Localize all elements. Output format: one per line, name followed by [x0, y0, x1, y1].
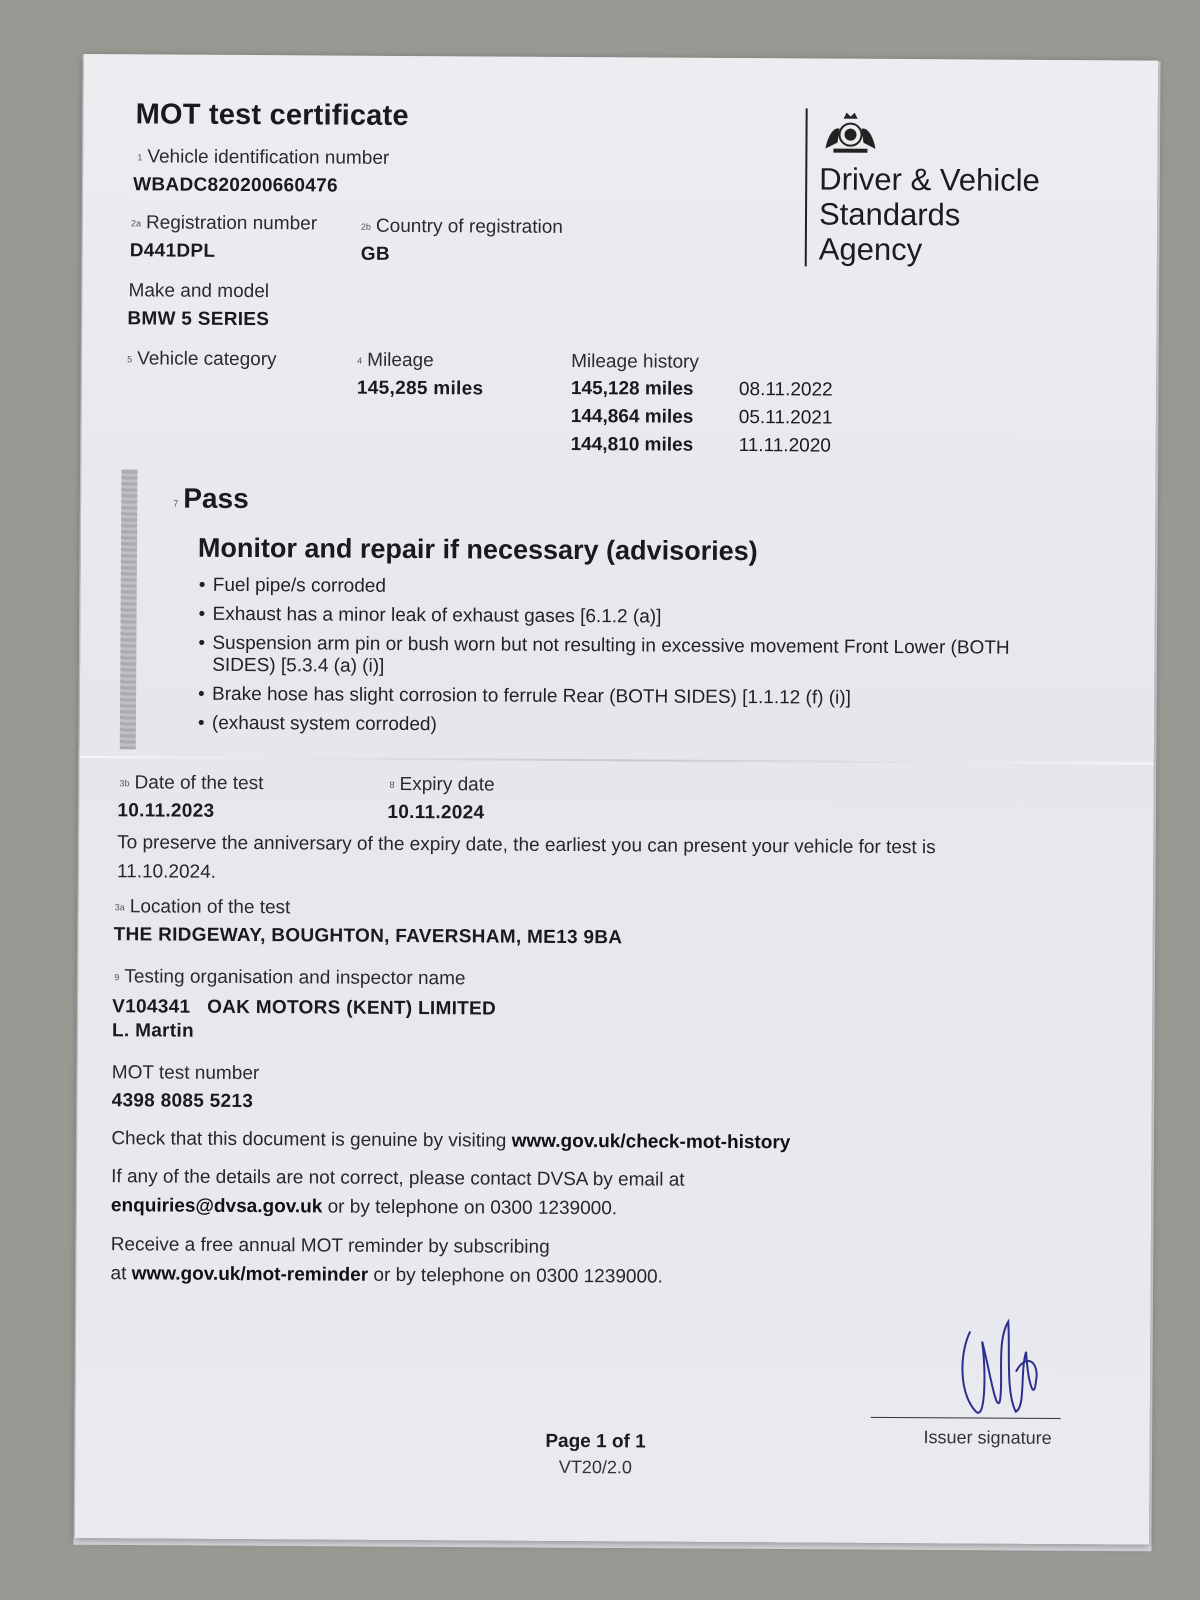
page-number: Page 1 of 1 — [545, 1430, 646, 1453]
field-number: 3a — [114, 902, 125, 913]
agency-name-line1: Driver & Vehicle — [819, 161, 1040, 198]
field-number: 7 — [173, 498, 179, 509]
mileage-history-row — [571, 403, 833, 433]
dvsa-logo — [805, 108, 1040, 267]
inspector-name: L. Martin — [111, 1020, 194, 1042]
advisory-item: • Fuel pipe/s corroded — [199, 575, 1019, 602]
genuine-check-notice: Check that this document is genuine by visiting www.gov.uk/check-mot-history — [111, 1128, 791, 1154]
mileage-label: 4 Mileage — [357, 349, 434, 372]
test-date-value: 10.11.2023 — [117, 800, 215, 822]
registration-value: D441DPL — [129, 240, 216, 262]
mileage-history-row — [571, 431, 833, 461]
vin-value: WBADC820200660476 — [133, 174, 338, 197]
expiry-date-value: 10.11.2024 — [387, 801, 485, 824]
mileage-value: 145,285 miles — [356, 377, 484, 400]
reminder-notice: Receive a free annual MOT reminder by subscribing at www.gov.uk/mot-reminder or by telephone on 0300 1239000. — [110, 1234, 663, 1288]
make-model-label: Make and model — [128, 280, 270, 303]
form-code: VT20/2.0 — [558, 1456, 632, 1478]
field-number: 2b — [360, 221, 371, 232]
organisation-label: 9 Testing organisation and inspector name — [114, 966, 466, 990]
history-miles: 145,128 miles — [570, 377, 694, 400]
make-model-value: BMW 5 SERIES — [127, 308, 270, 331]
page-footer — [495, 1431, 695, 1479]
registration-label: 2a Registration number — [130, 212, 318, 235]
certificate-page — [75, 54, 1158, 1545]
test-number-value: 4398 8085 5213 — [111, 1090, 254, 1113]
history-miles: 144,864 miles — [570, 405, 694, 428]
contact-notice: If any of the details are not correct, please contact DVSA by email at enquiries@dvsa.gov.uk or by telephone on 0300 1239000. — [110, 1166, 685, 1220]
country-value: GB — [360, 243, 390, 265]
vehicle-category-label: 5 Vehicle category — [127, 348, 277, 371]
page-title: MOT test certificate — [135, 98, 409, 132]
field-number: 8 — [389, 779, 395, 790]
royal-crest-icon — [819, 108, 881, 156]
country-label: 2b Country of registration — [360, 215, 563, 238]
history-miles: 144,810 miles — [570, 433, 694, 456]
signature-label: Issuer signature — [923, 1427, 1052, 1448]
mileage-history-label: Mileage history — [571, 350, 699, 373]
history-date: 08.11.2022 — [738, 379, 833, 401]
check-mot-history-link[interactable]: www.gov.uk/check-mot-history — [511, 1130, 791, 1154]
result-marker-bar — [120, 469, 138, 749]
mot-reminder-link[interactable]: www.gov.uk/mot-reminder — [131, 1263, 369, 1286]
organisation-name: OAK MOTORS (KENT) LIMITED — [207, 996, 497, 1020]
field-number: 1 — [137, 152, 143, 163]
location-label: 3a Location of the test — [114, 896, 291, 919]
paper-fold — [80, 756, 1154, 765]
history-date: 11.11.2020 — [738, 435, 831, 457]
location-value: THE RIDGEWAY, BOUGHTON, FAVERSHAM, ME13 9BA — [113, 924, 623, 949]
field-number: 3b — [119, 778, 130, 789]
advisory-item: • Suspension arm pin or bush worn but not resulting in excessive movement Front Lower (BOTH SIDES) [5.3.4 (a) (i)] — [198, 633, 1018, 682]
advisory-list — [198, 575, 1019, 747]
field-number: 4 — [357, 355, 363, 366]
agency-block — [805, 108, 1040, 267]
test-number-label: MOT test number — [111, 1062, 260, 1085]
dvsa-email-link[interactable]: enquiries@dvsa.gov.uk — [110, 1195, 323, 1218]
agency-name-line3: Agency — [818, 231, 923, 268]
test-date-label: 3b Date of the test — [119, 772, 264, 795]
organisation-id: V104341 — [112, 996, 191, 1018]
history-date: 05.11.2021 — [738, 407, 833, 429]
organisation-value — [112, 996, 496, 1020]
advisory-item: • (exhaust system corroded) — [198, 713, 1018, 740]
field-number: 9 — [114, 972, 120, 983]
expiry-date-label: 8 Expiry date — [389, 773, 495, 796]
agency-name-line2: Standards — [818, 196, 961, 233]
field-number: 2a — [130, 218, 142, 229]
advisory-item: • Exhaust has a minor leak of exhaust gases [6.1.2 (a)] — [199, 604, 1019, 631]
anniversary-note: To preserve the anniversary of the expiry date, the earliest you can present your vehicle for test is 11.10.2024. — [116, 832, 936, 883]
issuer-signature-mark — [956, 1311, 1047, 1432]
mileage-history-list — [571, 375, 833, 461]
mileage-history-row — [571, 375, 833, 405]
advisory-item: • Brake hose has slight corrosion to ferrule Rear (BOTH SIDES) [1.1.12 (f) (i)] — [198, 684, 1018, 711]
vin-label: 1 Vehicle identification number — [137, 146, 390, 169]
field-number: 5 — [127, 354, 133, 365]
pass-heading: Pass — [183, 482, 249, 515]
advisories-heading: Monitor and repair if necessary (advisories) — [197, 532, 758, 567]
result-status — [173, 483, 249, 515]
